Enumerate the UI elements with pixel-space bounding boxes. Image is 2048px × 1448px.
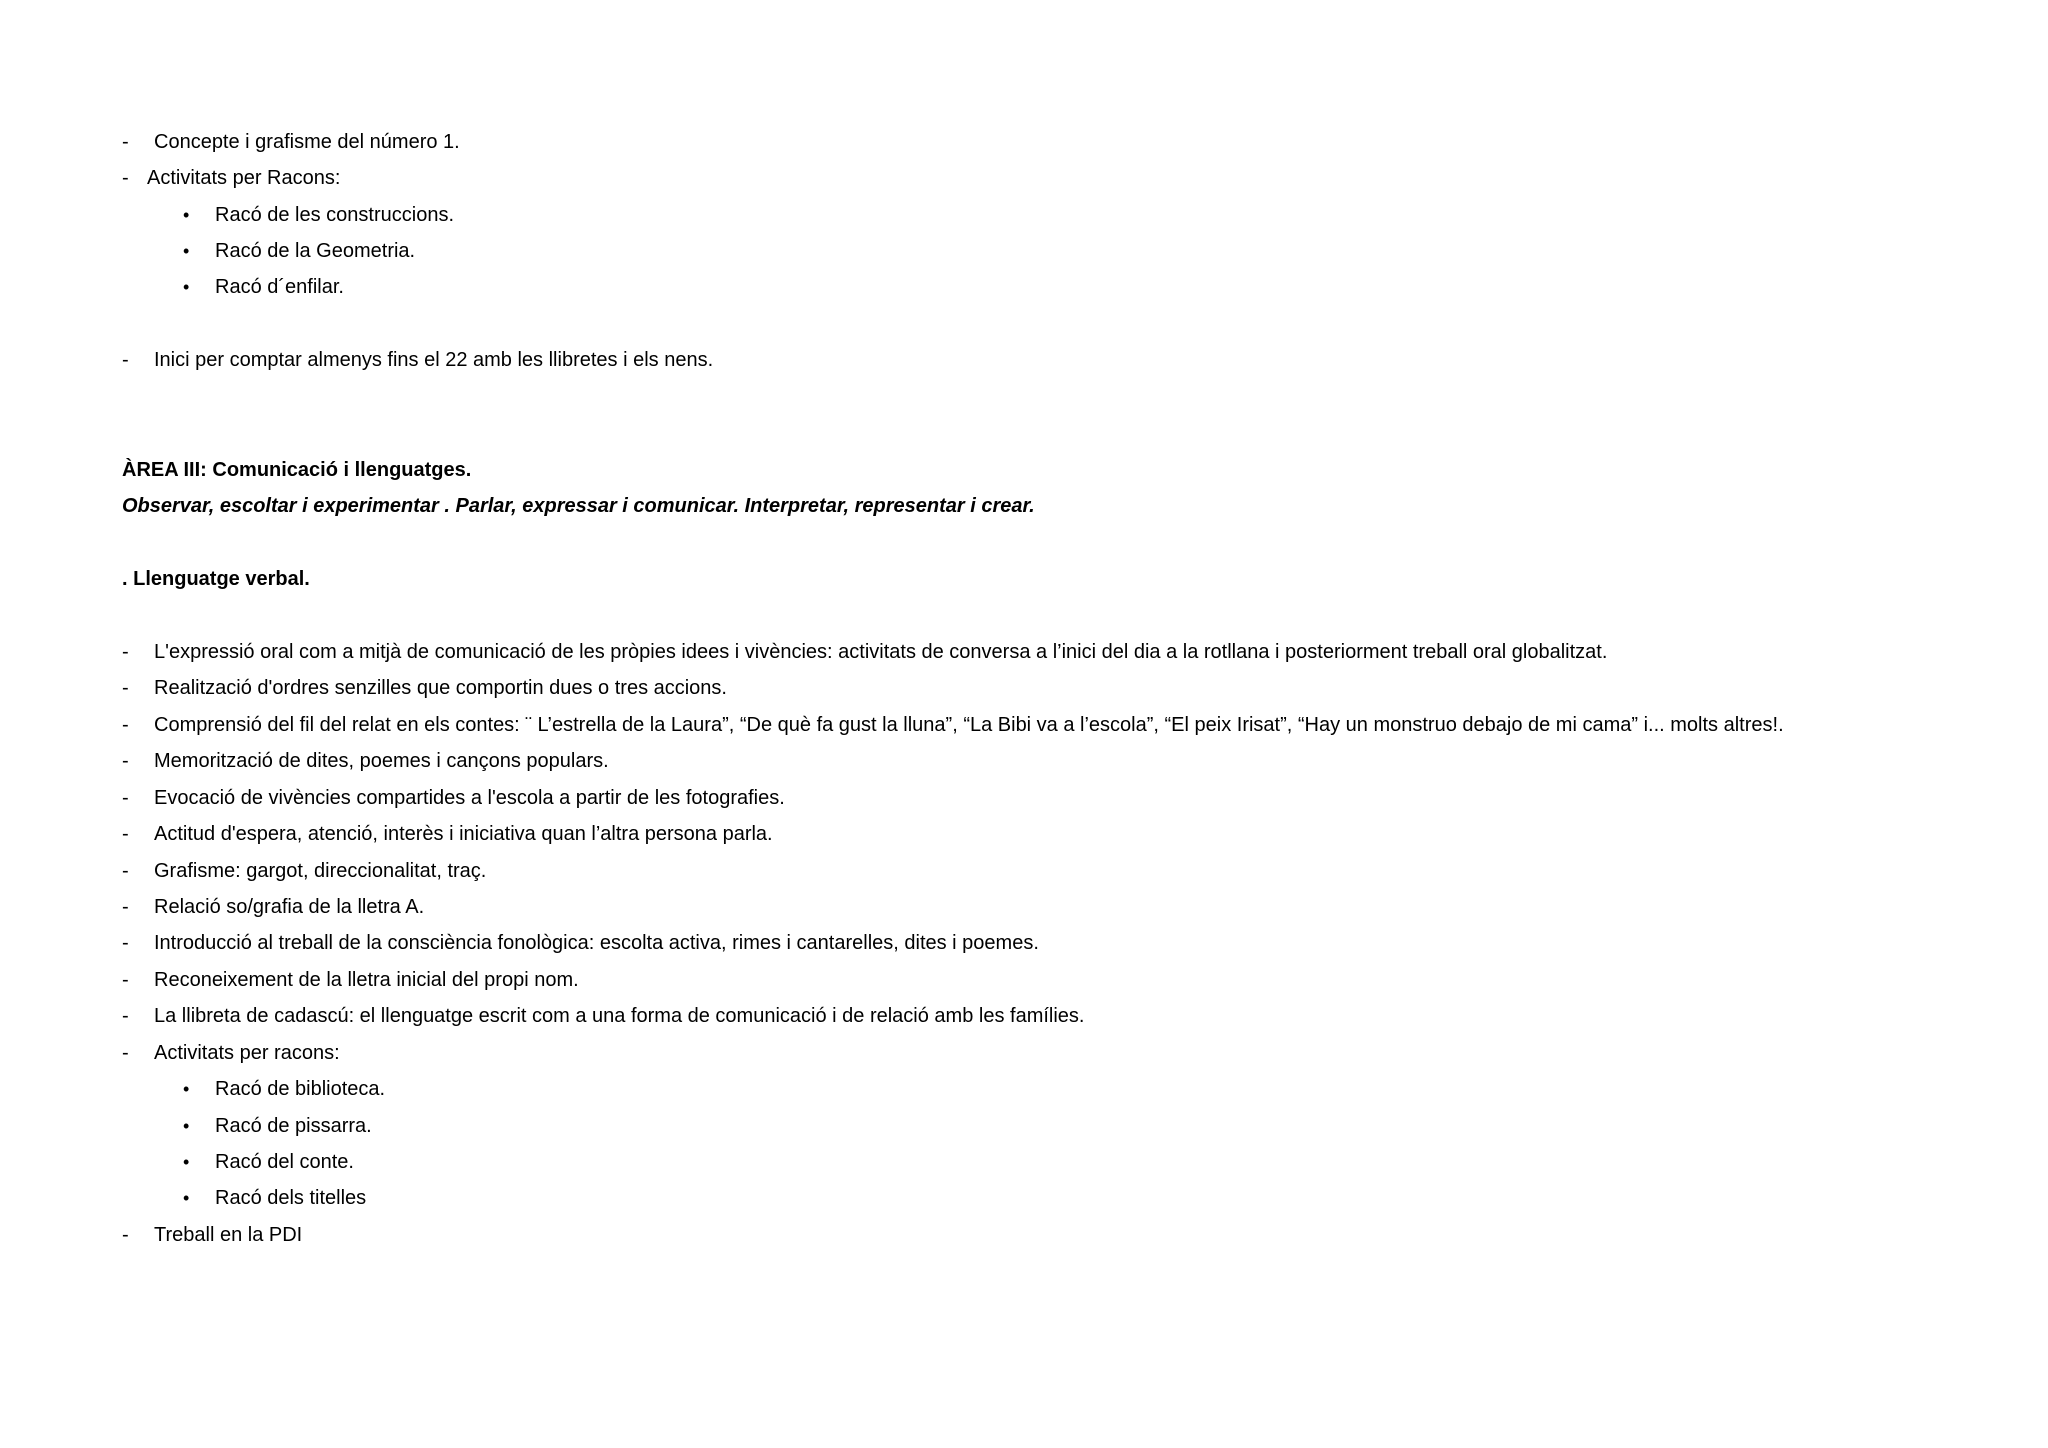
dash-marker: - (122, 167, 129, 189)
bullet-marker: • (183, 1188, 190, 1208)
dash-marker: - (122, 1005, 129, 1027)
bullet-item-text: Racó del conte. (215, 1151, 354, 1173)
dash-marker: - (122, 932, 129, 954)
list-item-text: Realització d'ordres senzilles que comportin dues o tres accions. (154, 677, 727, 699)
dash-marker: - (122, 860, 129, 882)
bullet-item-text: Racó de les construccions. (215, 204, 455, 226)
bullet-marker: • (183, 1116, 190, 1136)
bullet-marker: • (183, 1079, 190, 1099)
dash-marker: - (122, 823, 129, 845)
list-item-text: Treball en la PDI (154, 1224, 303, 1246)
bullet-item-text: Racó de pissarra. (215, 1115, 372, 1137)
list-item-text: Concepte i grafisme del número 1. (154, 131, 460, 153)
bullet-marker: • (183, 241, 190, 261)
dash-marker: - (122, 750, 129, 772)
dash-marker: - (122, 349, 129, 371)
dash-marker: - (122, 1042, 129, 1064)
bullet-marker: • (183, 277, 190, 297)
list-item-text: L'expressió oral com a mitjà de comunicació de les pròpies idees i vivències: activitats de conversa a l’inici del dia a la rotllana i posteriorment treball oral globalitzat. (154, 641, 1608, 663)
list-item-text: Inici per comptar almenys fins el 22 amb les llibretes i els nens. (154, 349, 714, 371)
list-item-text: Reconeixement de la lletra inicial del propi nom. (154, 969, 579, 991)
list-item-text: Grafisme: gargot, direccionalitat, traç. (154, 860, 487, 882)
list-item-text: Activitats per Racons: (147, 167, 341, 189)
list-item-text: Relació so/grafia de la lletra A. (154, 896, 425, 918)
list-item-text: Actitud d'espera, atenció, interès i iniciativa quan l’altra persona parla. (154, 823, 773, 845)
dash-marker: - (122, 787, 129, 809)
dash-marker: - (122, 677, 129, 699)
list-item-text: Introducció al treball de la consciència fonològica: escolta activa, rimes i cantarelles, dites i poemes. (154, 932, 1039, 954)
dash-marker: - (122, 131, 129, 153)
dash-marker: - (122, 714, 129, 736)
list-item-text: Activitats per racons: (154, 1042, 340, 1064)
bullet-item-text: Racó d´enfilar. (215, 276, 344, 298)
bullet-item-text: Racó de biblioteca. (215, 1078, 386, 1100)
list-item-text: Memorització de dites, poemes i cançons populars. (154, 750, 609, 772)
subheading: . Llenguatge verbal. (122, 568, 310, 590)
bullet-item-text: Racó de la Geometria. (215, 240, 416, 262)
dash-marker: - (122, 641, 129, 663)
list-item-text: Evocació de vivències compartides a l'escola a partir de les fotografies. (154, 787, 785, 809)
area-subtitle: Observar, escoltar i experimentar . Parlar, expressar i comunicar. Interpretar, representar i crear. (122, 495, 1035, 517)
dash-marker: - (122, 969, 129, 991)
area-title: ÀREA III: Comunicació i llenguatges. (122, 459, 472, 481)
dash-marker: - (122, 896, 129, 918)
list-item-text: Comprensió del fil del relat en els contes: ¨ L’estrella de la Laura”, “De què fa gust la lluna”, “La Bibi va a l’escola”, “El peix Irisat”, “Hay un monstruo debajo de mi cama” i... molts altres!. (154, 714, 1784, 736)
bullet-item-text: Racó dels titelles (215, 1187, 367, 1209)
list-item-text: La llibreta de cadascú: el llenguatge escrit com a una forma de comunicació i de relació amb les famílies. (154, 1005, 1085, 1027)
bullet-marker: • (183, 205, 190, 225)
bullet-marker: • (183, 1152, 190, 1172)
dash-marker: - (122, 1224, 129, 1246)
